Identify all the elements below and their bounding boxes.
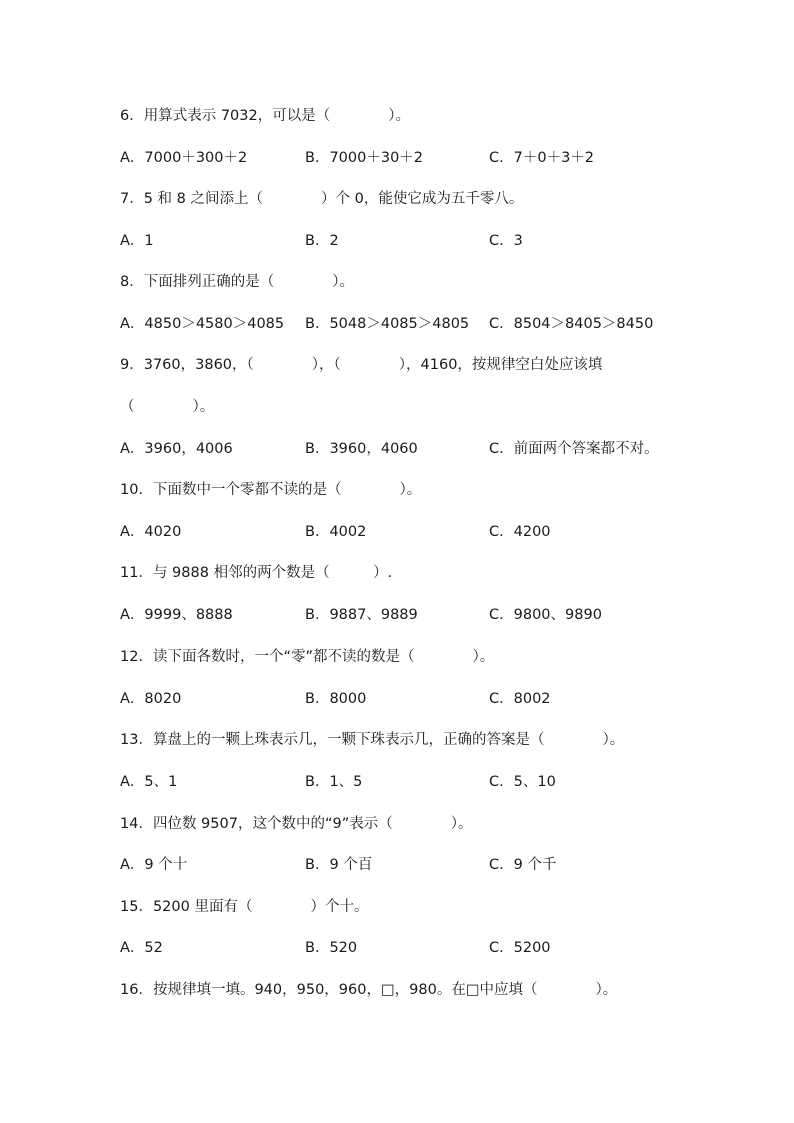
question-13-option-b: B．1、5 bbox=[305, 774, 363, 790]
question-15-option-b: B．520 bbox=[305, 940, 358, 956]
question-10-option-b: B．4002 bbox=[305, 524, 367, 540]
question-8-option-b: B．5048＞4085＞4805 bbox=[305, 316, 470, 332]
question-9-option-c: C．前面两个答案都不对。 bbox=[489, 441, 659, 457]
question-14-option-b: B．9 个百 bbox=[305, 857, 373, 873]
question-13-option-a: A．5、1 bbox=[120, 774, 178, 790]
question-12-option-a: A．8020 bbox=[120, 691, 182, 707]
question-8-stem: 8．下面排列正确的是（ ）。 bbox=[120, 274, 354, 290]
question-11-option-b: B．9887、9889 bbox=[305, 607, 418, 623]
question-12-stem: 12．读下面各数时，一个“零”都不读的数是（ ）。 bbox=[120, 649, 495, 665]
question-16-stem: 16．按规律填一填。940，950，960，□，980。在□中应填（ ）。 bbox=[120, 982, 618, 998]
question-11-option-a: A．9999、8888 bbox=[120, 607, 233, 623]
question-13-option-c: C．5、10 bbox=[489, 774, 556, 790]
question-15-option-c: C．5200 bbox=[489, 940, 551, 956]
question-6-option-b: B．7000＋30＋2 bbox=[305, 150, 424, 166]
question-6-option-c: C．7＋0＋3＋2 bbox=[489, 150, 595, 166]
question-7-option-b: B．2 bbox=[305, 233, 339, 249]
question-6-option-a: A．7000＋300＋2 bbox=[120, 150, 248, 166]
question-10-stem: 10．下面数中一个零都不读的是（ ）。 bbox=[120, 482, 422, 498]
question-9-stem: 9．3760，3860，（ ），（ ），4160，按规律空白处应该填 bbox=[120, 357, 603, 373]
question-7-option-c: C．3 bbox=[489, 233, 523, 249]
question-15-option-a: A．52 bbox=[120, 940, 163, 956]
question-8-option-c: C．8504＞8405＞8450 bbox=[489, 316, 654, 332]
question-6-stem: 6．用算式表示 7032，可以是（ ）。 bbox=[120, 108, 410, 124]
question-8-option-a: A．4850＞4580＞4085 bbox=[120, 316, 285, 332]
question-10-option-c: C．4200 bbox=[489, 524, 551, 540]
question-9-option-a: A．3960，4006 bbox=[120, 441, 233, 457]
question-14-option-a: A．9 个十 bbox=[120, 857, 188, 873]
question-10-option-a: A．4020 bbox=[120, 524, 182, 540]
question-14-option-c: C．9 个千 bbox=[489, 857, 557, 873]
question-12-option-b: B．8000 bbox=[305, 691, 367, 707]
question-7-option-a: A．1 bbox=[120, 233, 154, 249]
question-12-option-c: C．8002 bbox=[489, 691, 551, 707]
question-11-option-c: C．9800、9890 bbox=[489, 607, 602, 623]
question-9-stem-continued: （ ）。 bbox=[120, 399, 215, 415]
question-14-stem: 14．四位数 9507，这个数中的“9”表示（ ）。 bbox=[120, 816, 473, 832]
question-11-stem: 11．与 9888 相邻的两个数是（ ）. bbox=[120, 565, 393, 581]
question-7-stem: 7．5 和 8 之间添上（ ）个 0，能使它成为五千零八。 bbox=[120, 191, 524, 207]
question-15-stem: 15．5200 里面有（ ）个十。 bbox=[120, 899, 369, 915]
question-9-option-b: B．3960，4060 bbox=[305, 441, 418, 457]
question-13-stem: 13．算盘上的一颗上珠表示几，一颗下珠表示几，正确的答案是（ ）。 bbox=[120, 732, 625, 748]
